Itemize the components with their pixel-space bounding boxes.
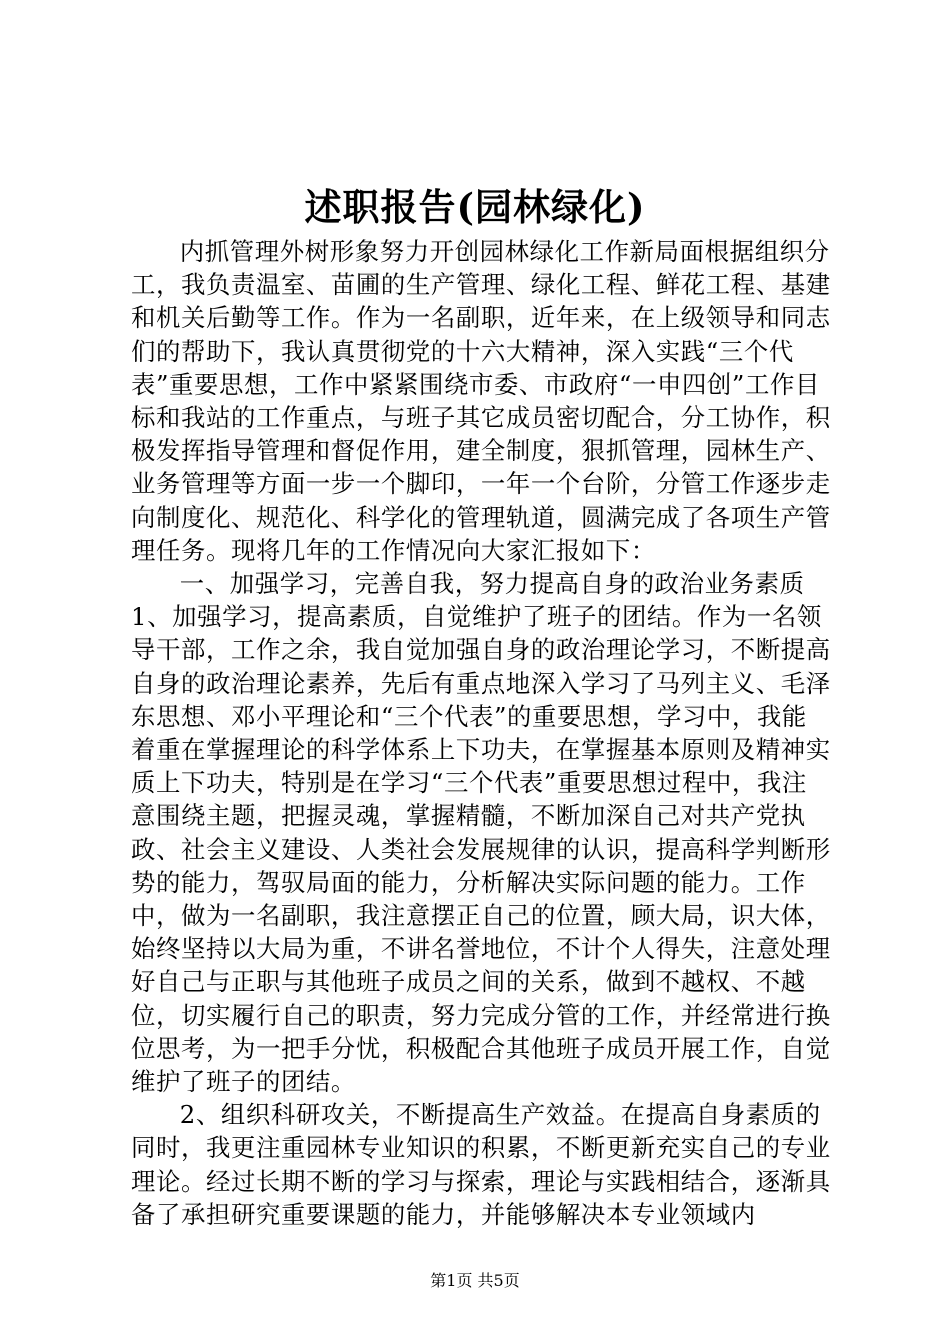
paragraph-section-1: 一、加强学习，完善自我，努力提高自身的政治业务素质1、加强学习，提高素质，自觉维护了班子的团结。作为一名领导干部，工作之余，我自觉加强自身的政治理论学习，不断提高自身的政治理论素养，先后有重点地深入学习了马列主义、毛泽东思想、邓小平理论和“三个代表”的重要思想，学习中，我能着重在掌握理论的科学体系上下功夫，在掌握基本原则及精神实质上下功夫，特别是在学习“三个代表”重要思想过程中，我注意围绕主题，把握灵魂，掌握精髓，不断加深自己对共产党执政、社会主义建设、人类社会发展规律的认识，提高科学判断形势的能力，驾驭局面的能力，分析解决实际问题的能力。工作中，做为一名副职，我注意摆正自己的位置，顾大局，识大体，始终坚持以大局为重，不讲名誉地位，不计个人得失，注意处理好自己与正职与其他班子成员之间的关系，做到不越权、不越位，切实履行自己的职责，努力完成分管的工作，并经常进行换位思考，为一把手分忧，积极配合其他班子成员开展工作，自觉维护了班子的团结。 bbox=[131, 569, 831, 1097]
paragraph-section-2: 2、组织科研攻关，不断提高生产效益。在提高自身素质的同时，我更注重园林专业知识的积累，不断更新充实自己的专业理论。经过长期不断的学习与探索，理论与实践相结合，逐渐具备了承担研究重要课题的能力，并能够解决本专业领域内 bbox=[131, 1100, 831, 1229]
document-title: 述职报告(园林绿化) bbox=[304, 185, 646, 229]
paragraph-intro: 内抓管理外树形象努力开创园林绿化工作新局面根据组织分工，我负责温室、苗圃的生产管理、绿化工程、鲜花工程、基建和机关后勤等工作。作为一名副职，近年来，在上级领导和同志们的帮助下，我认真贯彻党的十六大精神，深入实践“三个代表”重要思想，工作中紧紧围绕市委、市政府“一申四创”工作目标和我站的工作重点，与班子其它成员密切配合，分工协作，积极发挥指导管理和督促作用，建全制度，狠抓管理，园林生产、业务管理等方面一步一个脚印，一年一个台阶，分管工作逐步走向制度化、规范化、科学化的管理轨道，圆满完成了各项生产管理任务。现将几年的工作情况向大家汇报如下： bbox=[131, 237, 831, 565]
page-footer: 第1页 共5页 bbox=[430, 1271, 520, 1290]
document-body bbox=[131, 235, 831, 1231]
